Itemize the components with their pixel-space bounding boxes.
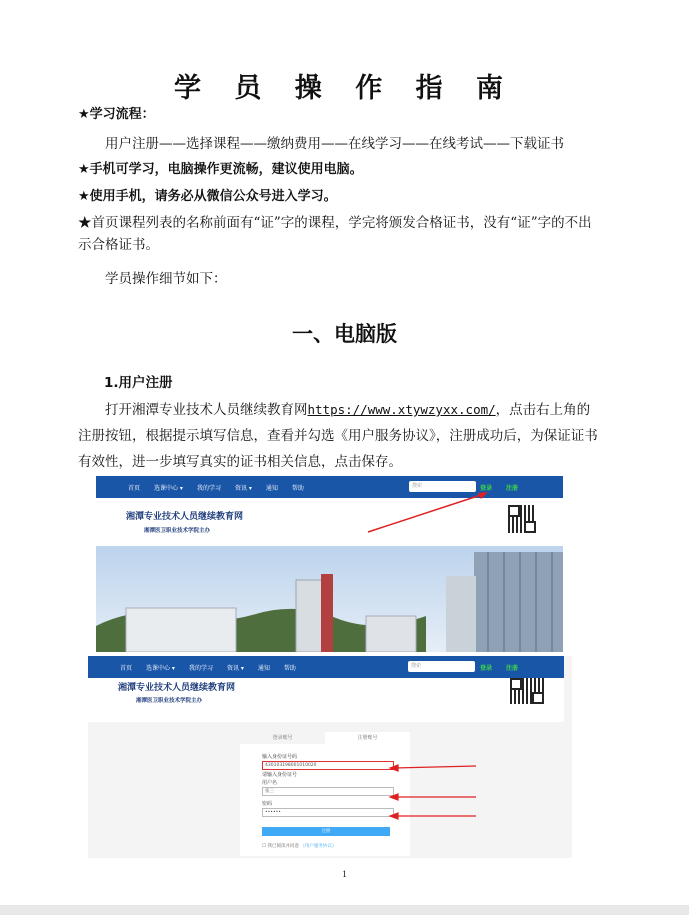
site-banner xyxy=(88,678,564,722)
nav-item-my-study[interactable]: 我的学习 xyxy=(188,664,213,672)
nav-item-help[interactable]: 帮助 xyxy=(283,664,296,672)
agreement-text: 我已阅读并同意 xyxy=(267,844,299,849)
page-footer-bar xyxy=(0,905,689,915)
password-label: 密码 xyxy=(262,801,273,807)
site-subtitle: 湘潭医卫职业技术学院主办 xyxy=(136,698,203,704)
login-link[interactable]: 登录 xyxy=(480,665,493,672)
tab-register[interactable]: 注册账号 xyxy=(325,732,410,744)
flow-heading: ★学习流程： xyxy=(78,107,155,122)
nav-item-courses[interactable]: 选课中心 ▾ xyxy=(154,484,183,492)
subsection-register: 1.用户注册 xyxy=(104,375,173,391)
agreement-link[interactable]: 《用户服务协议》 xyxy=(300,844,337,849)
search-input[interactable]: 搜索 xyxy=(409,481,476,492)
form-tabs xyxy=(240,732,410,744)
nav-item-home[interactable]: 首页 xyxy=(120,664,133,672)
nav-item-news[interactable]: 资讯 ▾ xyxy=(234,484,252,492)
note-mobile: ★使用手机，请务必从微信公众号进入学习。 xyxy=(78,189,337,204)
checkbox-icon[interactable]: ☐ xyxy=(262,844,267,849)
nav-item-my-study[interactable]: 我的学习 xyxy=(196,484,221,492)
register-link[interactable]: 注册 xyxy=(506,665,519,672)
note-certificate: ★首页课程列表的名称前面有“证”字的课程，学完将颁发合格证书，没有“证”字的不出示合格证书。 xyxy=(78,215,592,253)
instructions-text-1: 打开湘潭专业技术人员继续教育网 xyxy=(105,402,308,418)
site-subtitle: 湘潭医卫职业技术学院主办 xyxy=(144,528,211,534)
detail-intro: 学员操作细节如下： xyxy=(105,271,227,287)
site-name: 湘潭专业技术人员继续教育网 xyxy=(126,512,244,522)
campus-photo xyxy=(96,476,563,652)
tab-login[interactable]: 登录账号 xyxy=(272,735,293,741)
register-instructions xyxy=(78,397,600,475)
site-url-link[interactable]: https://www.xtywzyxx.com/ xyxy=(307,402,496,417)
page-number: 1 xyxy=(342,869,347,879)
register-submit-button[interactable]: 注册 xyxy=(262,827,390,836)
nav-item-notice[interactable]: 通知 xyxy=(257,664,270,672)
nav-item-courses[interactable]: 选课中心 ▾ xyxy=(146,664,175,672)
search-input[interactable]: 搜索 xyxy=(408,661,475,672)
agreement-row xyxy=(262,843,336,849)
id-label: 输入身份证号码 xyxy=(262,754,298,760)
page-title: 学 员 操 作 指 南 xyxy=(174,73,515,104)
login-link[interactable]: 登录 xyxy=(480,485,493,492)
username-label: 用户名 xyxy=(262,780,278,786)
register-form xyxy=(240,744,410,856)
section-heading-pc: 一、电脑版 xyxy=(292,322,397,346)
username-field[interactable]: 张三 xyxy=(262,787,394,796)
site-name: 湘潭专业技术人员继续教育网 xyxy=(118,683,236,693)
register-link[interactable]: 注册 xyxy=(506,485,519,492)
nav-bar xyxy=(88,656,564,678)
flow-steps: 用户注册——选择课程——缴纳费用——在线学习——在线考试——下载证书 xyxy=(105,136,564,152)
nav-item-home[interactable]: 首页 xyxy=(128,484,141,492)
nav-item-notice[interactable]: 通知 xyxy=(265,484,278,492)
nav-item-news[interactable]: 资讯 ▾ xyxy=(226,664,244,672)
qr-code-icon xyxy=(510,678,544,704)
id-number-field[interactable]: 430103198001010020 xyxy=(262,761,394,770)
nav-item-help[interactable]: 帮助 xyxy=(291,484,304,492)
id-error-text: 请输入身份证号 xyxy=(262,772,298,778)
screenshot-homepage xyxy=(96,476,563,652)
password-field[interactable]: •••••• xyxy=(262,808,394,817)
instructions-text-2: ，点击右上角的注册按钮，根据提示填写信息，查看并勾选《用户服务协议》，注册成功后，为保证证书有效性，进一步填写真实的证书相关信息，点击保存。 xyxy=(78,402,598,470)
note-pc: ★手机可学习，电脑操作更流畅，建议使用电脑。 xyxy=(78,162,363,177)
screenshot-register-form xyxy=(88,656,572,858)
